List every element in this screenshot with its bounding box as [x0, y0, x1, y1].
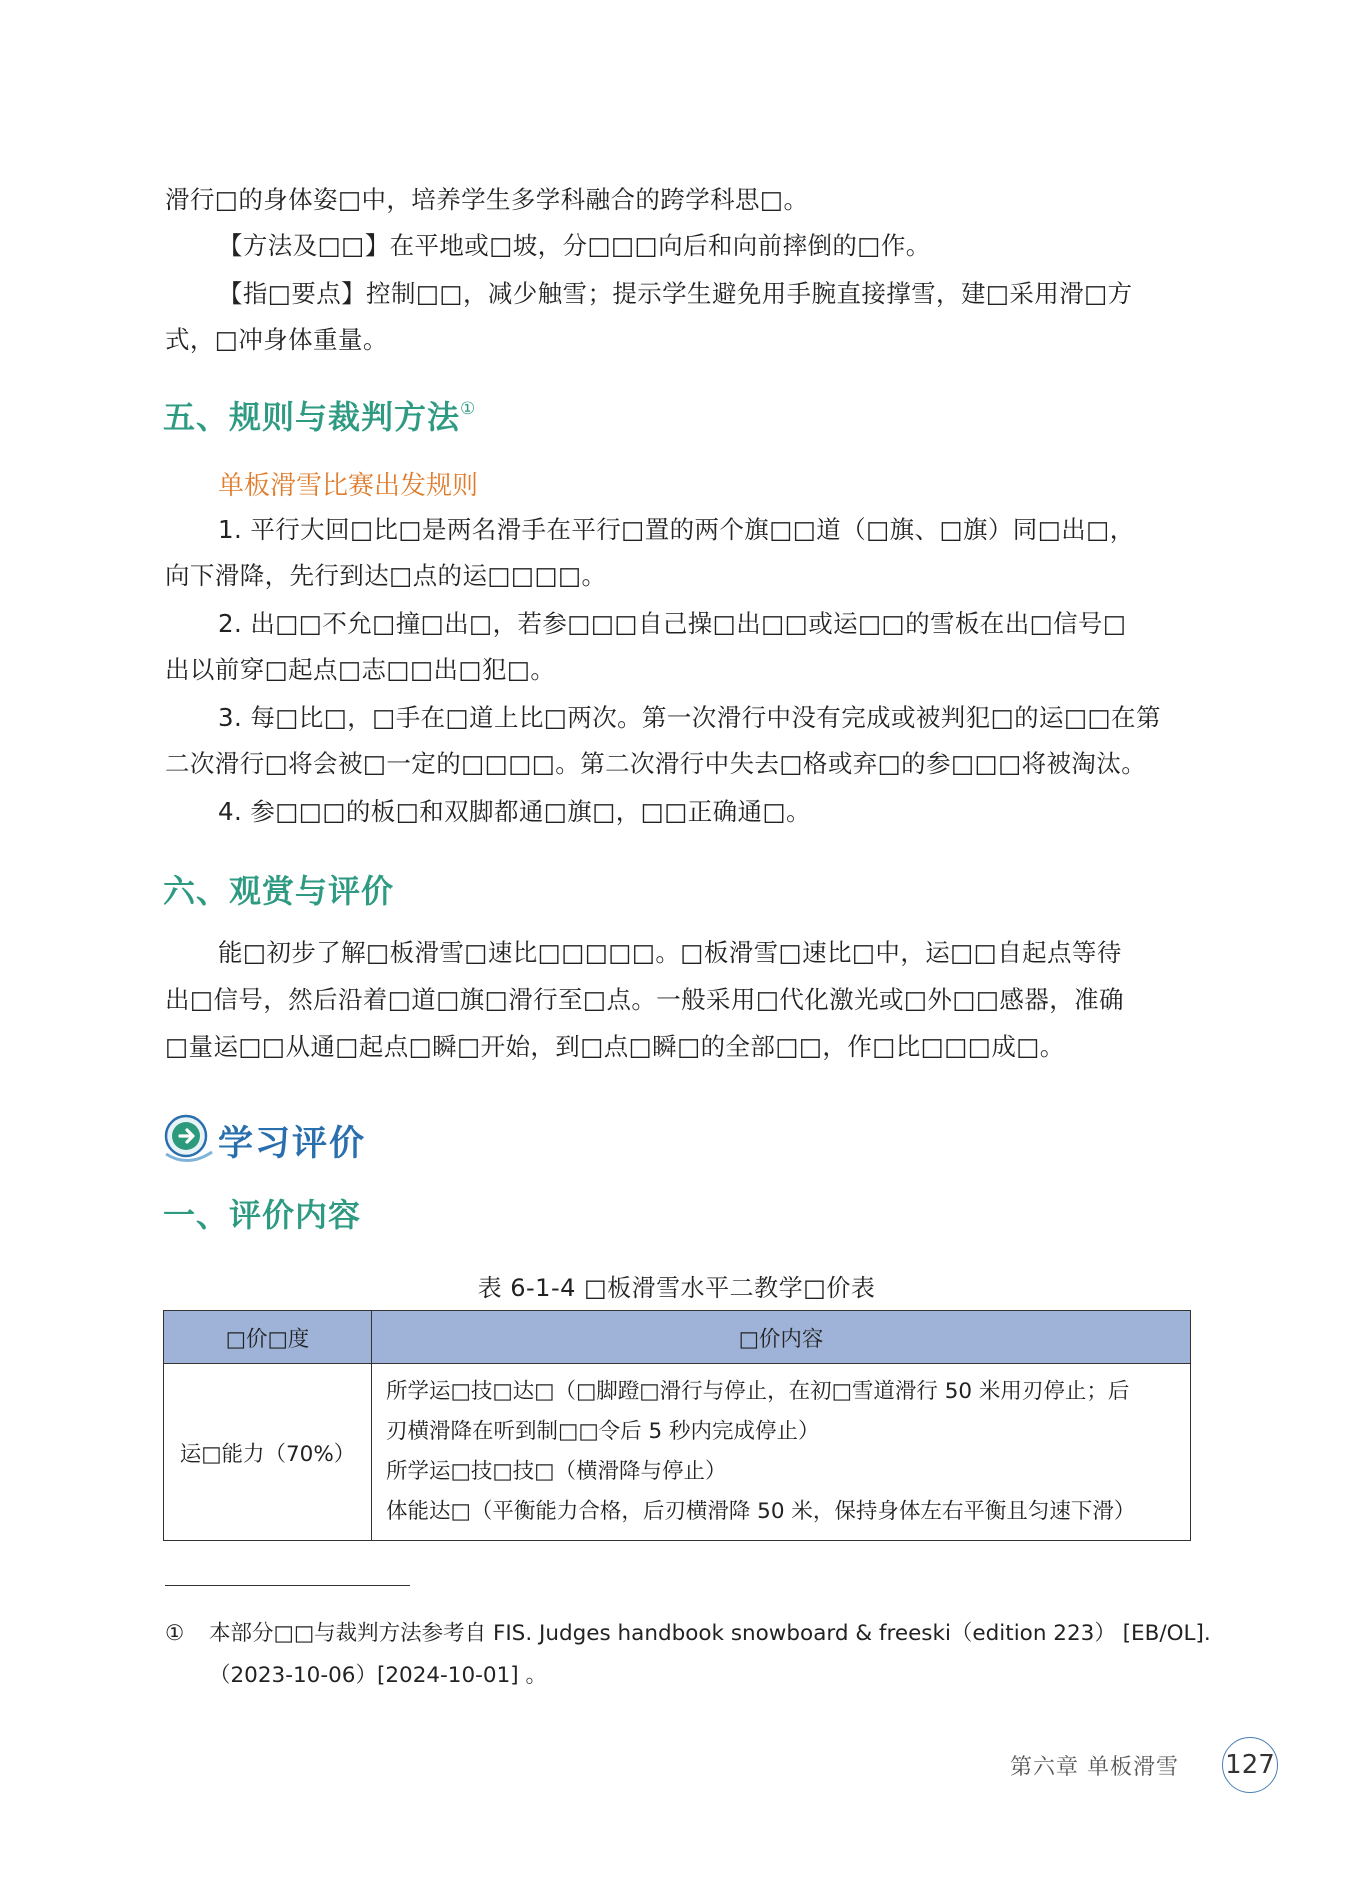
rule-2-line-1: 2. 出□□不允□撞□出□，若参□□□自己操□出□□或运□□的雪板在出□信号□	[218, 609, 1127, 638]
footnote-divider	[165, 1585, 410, 1586]
guide-line-1: 【指□要点】控制□□，减少触雪；提示学生避免用手腕直接撑雪，建□采用滑□方	[218, 279, 1133, 308]
rule-3-line-2: 二次滑行□将会被□一定的□□□□。第二次滑行中失去□格或弃□的参□□□将被淘汰。	[165, 749, 1147, 778]
evaluation-table	[163, 1310, 1191, 1541]
footnote-reference[interactable]: ①	[460, 399, 477, 419]
row-content-cell	[372, 1364, 1191, 1541]
section-6-line-3: □量运□□从通□起点□瞬□开始，到□点□瞬□的全部□□，作□比□□□成□。	[165, 1032, 1065, 1061]
table-header-row	[164, 1311, 1191, 1364]
section-6-heading: 六、观赏与评价	[163, 872, 395, 910]
header-dimension: □价□度	[164, 1311, 372, 1364]
header-content: □价内容	[372, 1311, 1191, 1364]
guide-line-2: 式，□冲身体重量。	[165, 325, 388, 354]
row-dimension-cell: 运□能力（70%）	[164, 1364, 372, 1541]
study-evaluation-banner	[162, 1112, 562, 1164]
rule-1-line-1: 1. 平行大回□比□是两名滑手在平行□置的两个旗□□道（□旗、□旗）同□出□，	[218, 515, 1135, 544]
footnote-text: 本部分□□与裁判方法参考自 FIS. Judges handbook snowboard & freeski（edition 223） [EB/OL].	[209, 1621, 1211, 1646]
rule-4-line-1: 4. 参□□□的板□和双脚都通□旗□，□□正确通□。	[218, 797, 811, 826]
section-5-heading	[163, 392, 476, 438]
section-6-line-1: 能□初步了解□板滑雪□速比□□□□□。□板滑雪□速比□中，运□□自起点等待	[218, 938, 1122, 967]
footnote-line-1	[165, 1614, 1211, 1654]
content-line-4: 体能达□（平衡能力合格，后刃横滑降 50 米，保持身体左右平衡且匀速下滑）	[386, 1499, 1136, 1524]
content-line-2: 刃横滑降在听到制□□令后 5 秒内完成停止）	[386, 1419, 820, 1444]
section-6-line-2: 出□信号，然后沿着□道□旗□滑行至□点。一般采用□代化激光或□外□□感器，准确	[165, 985, 1124, 1014]
rule-3-line-1: 3. 每□比□，□手在□道上比□两次。第一次滑行中没有完成或被判犯□的运□□在第	[218, 703, 1161, 732]
section-5-title: 五、规则与裁判方法	[163, 398, 461, 436]
method-paragraph: 【方法及□□】在平地或□坡，分□□□向后和向前摔倒的□作。	[218, 231, 931, 260]
chapter-footer: 第六章 单板滑雪	[1010, 1755, 1179, 1780]
rule-1-line-2: 向下滑降，先行到达□点的运□□□□。	[165, 561, 607, 590]
table-caption: 表 6-1-4 □板滑雪水平二教学□价表	[477, 1274, 876, 1302]
intro-line: 滑行□的身体姿□中，培养学生多学科融合的跨学科思□。	[165, 185, 809, 214]
footnote-line-2: （2023-10-06）[2024-10-01] 。	[209, 1663, 548, 1688]
evaluation-content-heading: 一、评价内容	[163, 1196, 362, 1234]
start-rules-subtitle: 单板滑雪比赛出发规则	[218, 471, 479, 501]
rule-2-line-2: 出以前穿□起点□志□□出□犯□。	[165, 655, 556, 684]
page-number: 127	[1222, 1737, 1278, 1793]
content-line-3: 所学运□技□技□（横滑降与停止）	[386, 1459, 727, 1484]
footnote-mark: ①	[165, 1621, 185, 1646]
content-line-1: 所学运□技□达□（□脚蹬□滑行与停止，在初□雪道滑行 50 米用刃停止；后	[386, 1379, 1130, 1404]
study-evaluation-title: 学习评价	[218, 1124, 367, 1164]
arrow-right-circle-icon	[162, 1112, 214, 1164]
table-row	[164, 1364, 1191, 1541]
